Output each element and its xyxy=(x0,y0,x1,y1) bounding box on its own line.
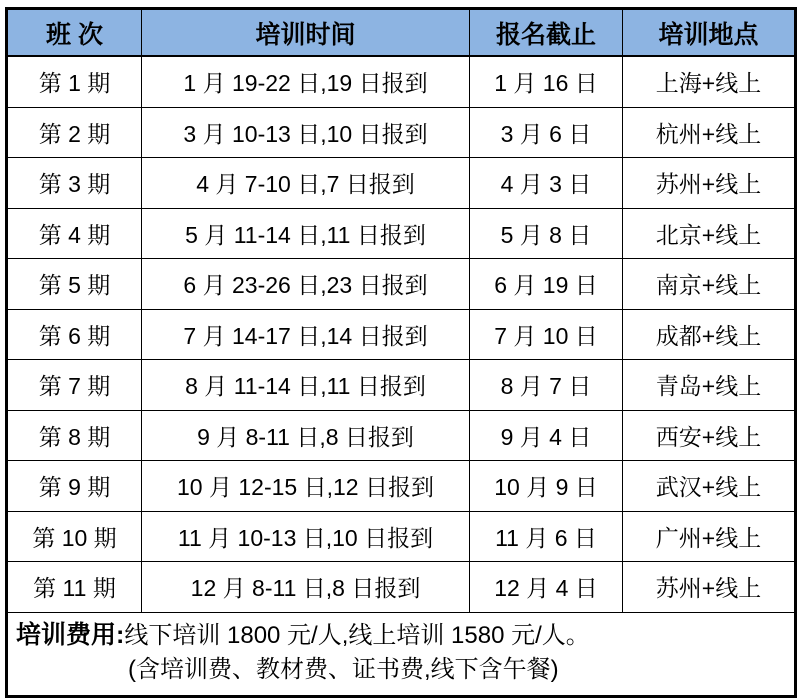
table-row xyxy=(7,107,796,158)
location-cell: 青岛+线上 xyxy=(623,360,796,411)
session-cell: 第 10 期 xyxy=(7,511,142,562)
fee-line-1 xyxy=(16,618,788,653)
time-cell: 11 月 10-13 日,10 日报到 xyxy=(142,511,470,562)
time-cell: 7 月 14-17 日,14 日报到 xyxy=(142,309,470,360)
table-row xyxy=(7,360,796,411)
location-cell: 武汉+线上 xyxy=(623,461,796,512)
time-cell: 12 月 8-11 日,8 日报到 xyxy=(142,562,470,613)
table-body xyxy=(7,56,796,612)
session-cell: 第 6 期 xyxy=(7,309,142,360)
session-cell: 第 4 期 xyxy=(7,208,142,259)
location-cell: 广州+线上 xyxy=(623,511,796,562)
table-row xyxy=(7,309,796,360)
time-cell: 10 月 12-15 日,12 日报到 xyxy=(142,461,470,512)
session-cell: 第 11 期 xyxy=(7,562,142,613)
deadline-cell: 7 月 10 日 xyxy=(470,309,623,360)
session-cell: 第 8 期 xyxy=(7,410,142,461)
time-cell: 1 月 19-22 日,19 日报到 xyxy=(142,56,470,107)
table-row xyxy=(7,461,796,512)
deadline-cell: 12 月 4 日 xyxy=(470,562,623,613)
fee-label: 培训费用: xyxy=(16,621,125,649)
fee-cell xyxy=(7,612,796,696)
session-cell: 第 2 期 xyxy=(7,107,142,158)
header-training-location: 培训地点 xyxy=(623,9,796,57)
time-cell: 5 月 11-14 日,11 日报到 xyxy=(142,208,470,259)
time-cell: 9 月 8-11 日,8 日报到 xyxy=(142,410,470,461)
training-schedule-table xyxy=(5,7,797,698)
time-cell: 8 月 11-14 日,11 日报到 xyxy=(142,360,470,411)
session-cell: 第 3 期 xyxy=(7,158,142,209)
table-row xyxy=(7,56,796,107)
location-cell: 苏州+线上 xyxy=(623,562,796,613)
deadline-cell: 11 月 6 日 xyxy=(470,511,623,562)
location-cell: 杭州+线上 xyxy=(623,107,796,158)
session-cell: 第 1 期 xyxy=(7,56,142,107)
deadline-cell: 5 月 8 日 xyxy=(470,208,623,259)
header-session: 班 次 xyxy=(7,9,142,57)
fee-line-2: (含培训费、教材费、证书费,线下含午餐) xyxy=(128,656,559,683)
header-row xyxy=(7,9,796,57)
session-cell: 第 9 期 xyxy=(7,461,142,512)
location-cell: 上海+线上 xyxy=(623,56,796,107)
header-registration-deadline: 报名截止 xyxy=(470,9,623,57)
time-cell: 6 月 23-26 日,23 日报到 xyxy=(142,259,470,310)
location-cell: 苏州+线上 xyxy=(623,158,796,209)
location-cell: 成都+线上 xyxy=(623,309,796,360)
location-cell: 北京+线上 xyxy=(623,208,796,259)
deadline-cell: 9 月 4 日 xyxy=(470,410,623,461)
table-row xyxy=(7,259,796,310)
deadline-cell: 1 月 16 日 xyxy=(470,56,623,107)
time-cell: 3 月 10-13 日,10 日报到 xyxy=(142,107,470,158)
location-cell: 南京+线上 xyxy=(623,259,796,310)
table-row xyxy=(7,410,796,461)
deadline-cell: 10 月 9 日 xyxy=(470,461,623,512)
session-cell: 第 7 期 xyxy=(7,360,142,411)
fee-row xyxy=(7,612,796,696)
table-row xyxy=(7,158,796,209)
location-cell: 西安+线上 xyxy=(623,410,796,461)
session-cell: 第 5 期 xyxy=(7,259,142,310)
table-row xyxy=(7,208,796,259)
table-row xyxy=(7,511,796,562)
time-cell: 4 月 7-10 日,7 日报到 xyxy=(142,158,470,209)
fee-text: 线下培训 1800 元/人,线上培训 1580 元/人。 xyxy=(124,622,590,649)
header-training-time: 培训时间 xyxy=(142,9,470,57)
deadline-cell: 3 月 6 日 xyxy=(470,107,623,158)
deadline-cell: 8 月 7 日 xyxy=(470,360,623,411)
table-row xyxy=(7,562,796,613)
deadline-cell: 6 月 19 日 xyxy=(470,259,623,310)
deadline-cell: 4 月 3 日 xyxy=(470,158,623,209)
